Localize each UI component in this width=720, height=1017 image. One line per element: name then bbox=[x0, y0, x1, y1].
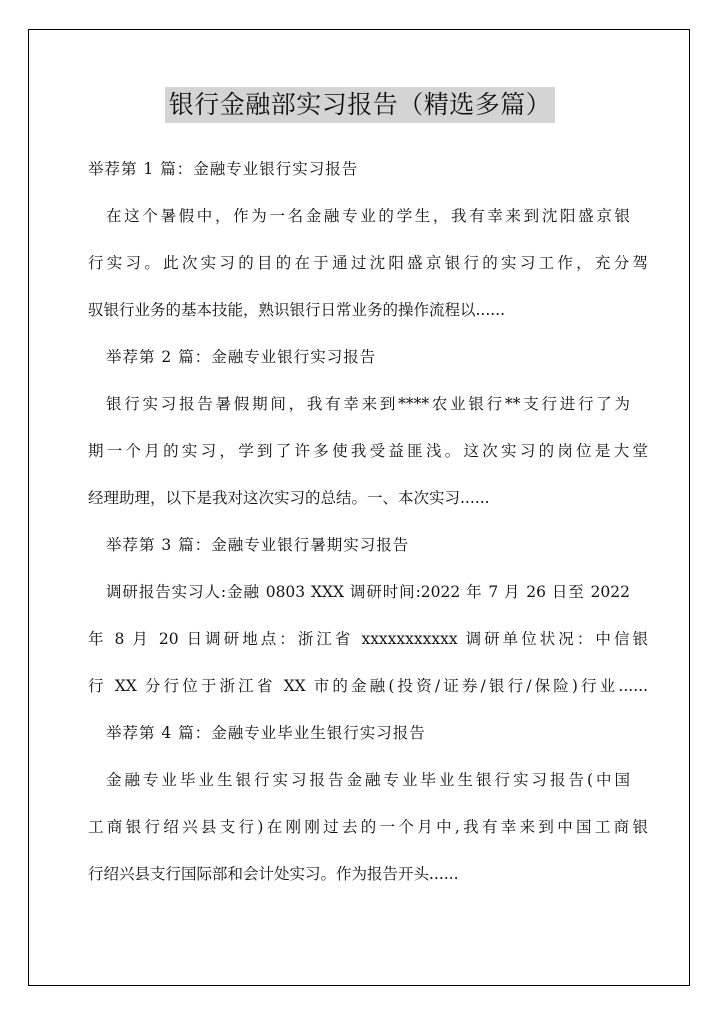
document-title: 银行金融部实习报告（精选多篇） bbox=[165, 87, 556, 123]
section-1-line-3: 驭银行业务的基本技能，熟识银行日常业务的操作流程以...... bbox=[88, 301, 506, 319]
section-3-line-2: 年 8 月 20 日调研地点：浙江省 xxxxxxxxxxx 调研单位状况：中信银 bbox=[88, 630, 648, 648]
section-3-line-1: 调研报告实习人:金融 0803 XXX 调研时间:2022 年 7 月 26 日至 2022 bbox=[106, 583, 630, 601]
section-2-line-2: 期一个月的实习，学到了许多使我受益匪浅。这次实习的岗位是大堂 bbox=[88, 442, 648, 460]
section-2-heading: 举荐第 2 篇：金融专业银行实习报告 bbox=[106, 348, 377, 366]
section-4-line-3: 行绍兴县支行国际部和会计处实习。作为报告开头...... bbox=[88, 865, 459, 883]
section-3-line-3: 行 XX 分行位于浙江省 XX 市的金融(投资/证券/银行/保险)行业...... bbox=[88, 677, 648, 695]
section-4-line-2: 工商银行绍兴县支行)在刚刚过去的一个月中,我有幸来到中国工商银 bbox=[88, 818, 648, 836]
title-wrap bbox=[0, 87, 720, 123]
section-2-line-3: 经理助理，以下是我对这次实习的总结。一、本次实习...... bbox=[88, 489, 490, 507]
section-1-line-1: 在这个暑假中，作为一名金融专业的学生，我有幸来到沈阳盛京银 bbox=[106, 207, 630, 225]
section-4-heading: 举荐第 4 篇：金融专业毕业生银行实习报告 bbox=[106, 724, 426, 742]
section-3-heading: 举荐第 3 篇：金融专业银行暑期实习报告 bbox=[106, 536, 410, 554]
section-2-line-1: 银行实习报告暑假期间，我有幸来到****农业银行**支行进行了为 bbox=[106, 395, 630, 413]
section-4-line-1: 金融专业毕业生银行实习报告金融专业毕业生银行实习报告(中国 bbox=[106, 771, 630, 789]
section-1-line-2: 行实习。此次实习的目的在于通过沈阳盛京银行的实习工作，充分驾 bbox=[88, 254, 648, 272]
section-1-heading: 举荐第 1 篇：金融专业银行实习报告 bbox=[88, 160, 359, 178]
